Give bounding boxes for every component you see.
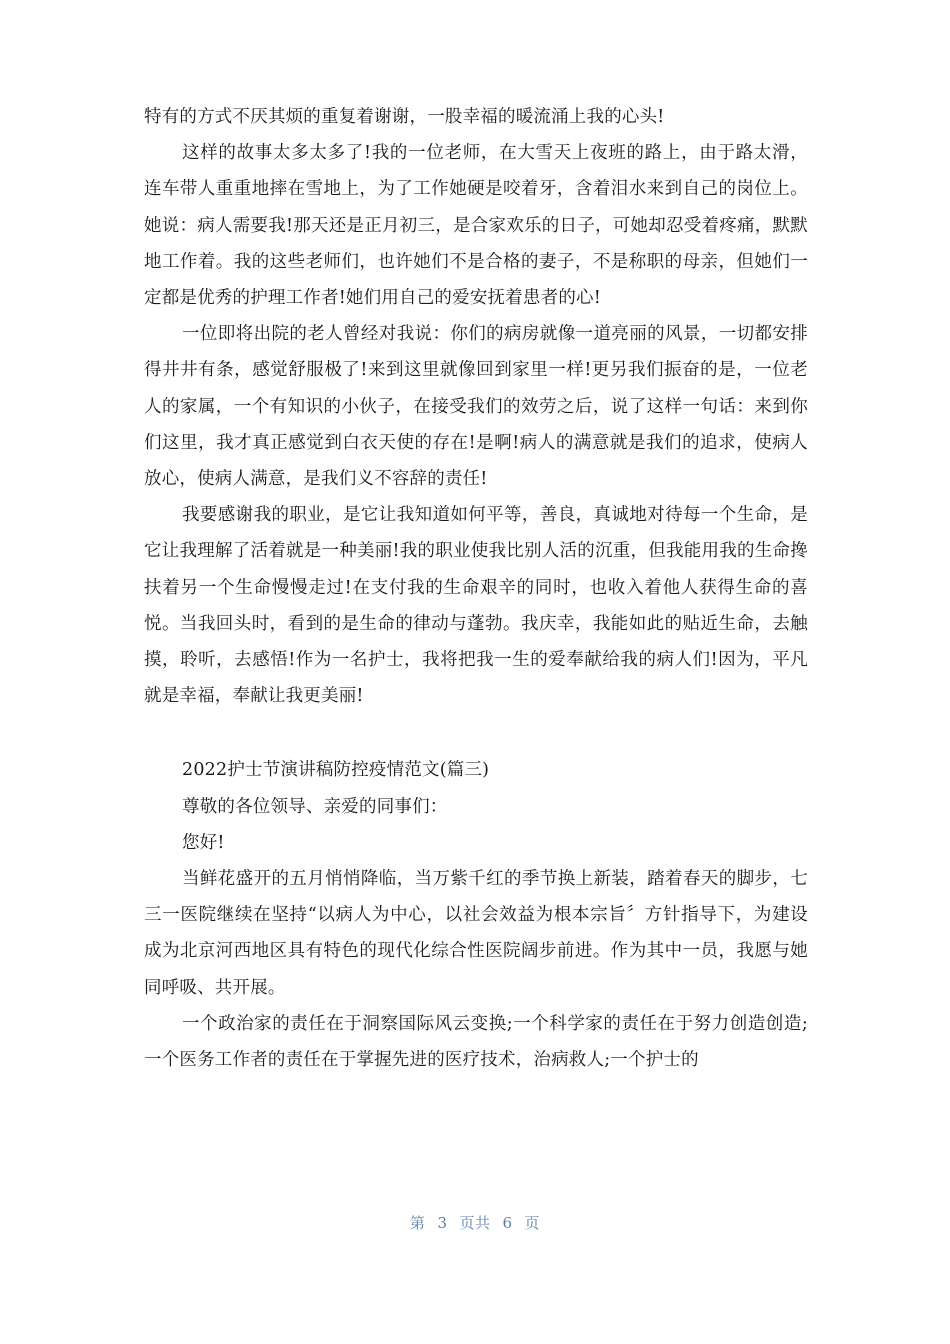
footer-ye: 页: [524, 1214, 541, 1232]
paragraph-gratitude: 我要感谢我的职业，是它让我知道如何平等，善良，真诚地对待每一个生命，是它让我理解了活着就是一种美丽!我的职业使我比别人活的沉重，但我能用我的生命搀扶着另一个生命慢慢走过!在支付我的生命艰辛的同时，也收入着他人获得生命的喜悦。当我回头时，看到的是生命的律动与蓬勃。我庆幸，我能如此的贴近生命，去触摸，聆听，去感悟!作为一名护士，我将把我一生的爱奉献给我的病人们!因为，平凡就是幸福，奉献让我更美丽!: [144, 505, 808, 707]
salutation: 尊敬的各位领导、亲爱的同事们：: [182, 796, 448, 817]
paragraph-continued: 特有的方式不厌其烦的重复着谢谢，一股幸福的暖流涌上我的心头!: [144, 107, 665, 127]
footer-di: 第: [409, 1214, 426, 1232]
paragraph-may-spring: 当鲜花盛开的五月悄悄降临，当万紫千红的季节换上新装，踏着春天的脚步，七三一医院继续在坚持“以病人为中心，以社会效益为根本宗旨〞方针指导下，为建设成为北京河西地区具有特色的现代化综合性医院阔步前进。作为其中一员，我愿与她同呼吸、共开展。: [144, 869, 808, 998]
paragraph-elderly-patient: 一位即将出院的老人曾经对我说：你们的病房就像一道亮丽的风景，一切都安排得井井有条，感觉舒服极了!来到这里就像回到家里一样!更另我们振奋的是，一位老人的家属，一个有知识的小伙子，在接受我们的效劳之后，说了这样一句话：来到你们这里，我才真正感觉到白衣天使的存在!是啊!病人的满意就是我们的追求，使病人放心，使病人满意，是我们义不容辞的责任!: [144, 324, 808, 490]
footer-page-number: 3: [437, 1214, 448, 1232]
footer-total-pages: 6: [502, 1214, 513, 1232]
document-body: [144, 99, 808, 1078]
greeting: 您好!: [182, 832, 225, 853]
footer-ye-gong: 页共: [459, 1214, 491, 1232]
page-footer: [0, 1212, 950, 1233]
paragraph-teacher-story: 这样的故事太多太多了!我的一位老师，在大雪天上夜班的路上，由于路太滑，连车带人重重地摔在雪地上，为了工作她硬是咬着牙，含着泪水来到自己的岗位上。她说：病人需要我!那天还是正月初三，是合家欢乐的日子，可她却忍受着疼痛，默默地工作着。我的这些老师们，也许她们不是合格的妻子，不是称职的母亲，但她们一定都是优秀的护理工作者!她们用自己的爱安抚着患者的心!: [144, 143, 808, 309]
section-gap: [144, 714, 808, 752]
paragraph-responsibility: 一个政治家的责任在于洞察国际风云变换;一个科学家的责任在于努力创造创造;一个医务工作者的责任在于掌握先进的医疗技术，治病救人;一个护士的: [144, 1013, 808, 1071]
section-heading: 2022护士节演讲稿防控疫情范文(篇三): [182, 760, 490, 781]
